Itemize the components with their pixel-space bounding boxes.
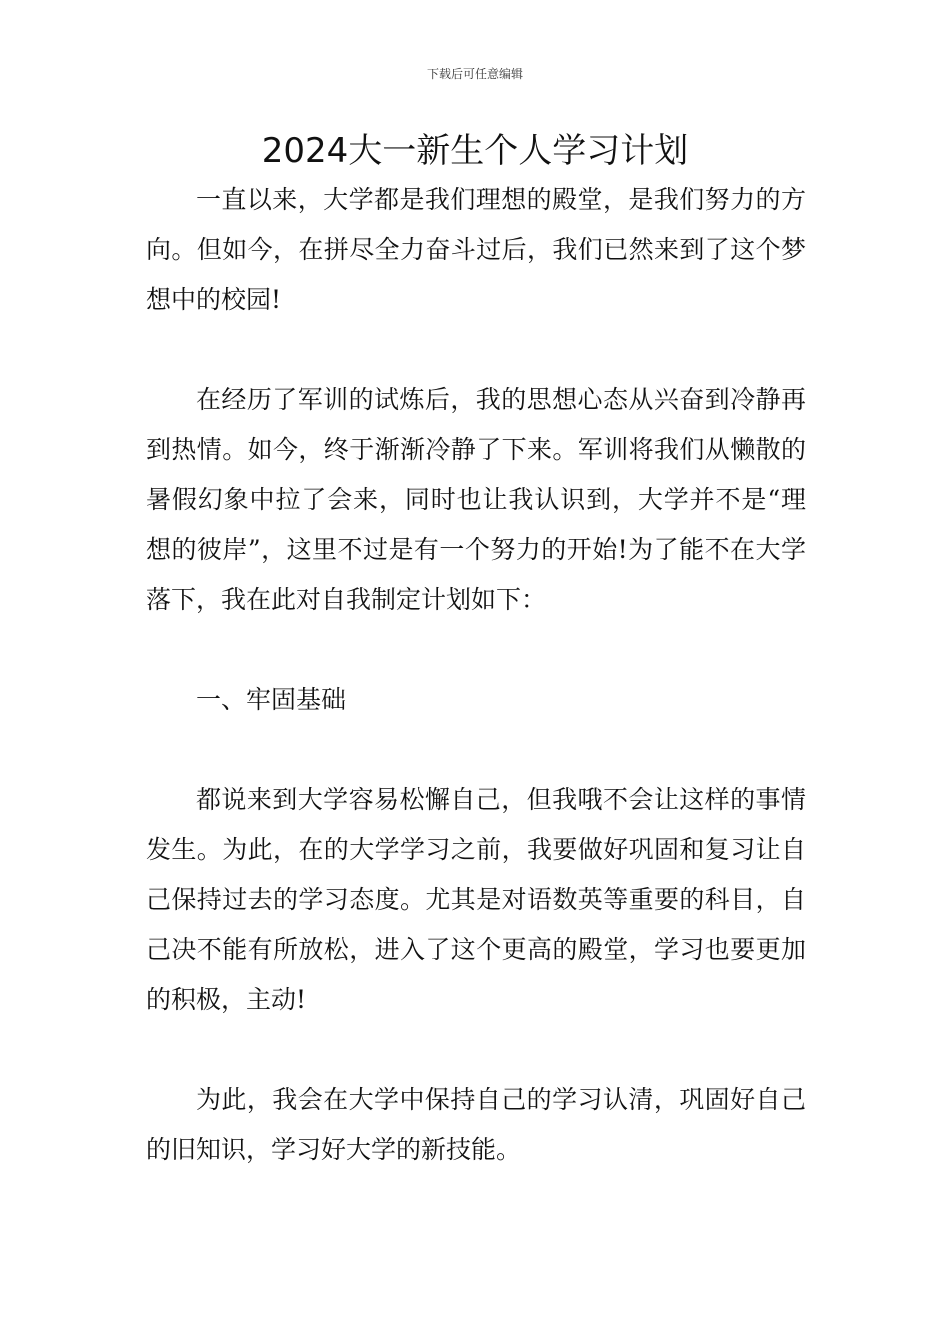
section-heading-foundation: 一、牢固基础: [196, 685, 347, 714]
header-note: 下载后可任意编辑: [426, 67, 523, 81]
paragraph-military-training: 在经历了军训的试炼后，我的思想心态从兴奋到冷静再到热情。如今，终于渐渐冷静了下来。军训将我们从懒散的暑假幻象中拉了会来，同时也让我认识到，大学并不是“理想的彼岸”，这里不过是有一个努力的开始!为了能不在大学落下，我在此对自我制定计划如下：: [146, 385, 806, 614]
paragraph-summary: 为此，我会在大学中保持自己的学习认清，巩固好自己的旧知识，学习好大学的新技能。: [146, 1085, 806, 1164]
paragraph-foundation-detail: 都说来到大学容易松懈自己，但我哦不会让这样的事情发生。为此，在的大学学习之前，我要做好巩固和复习让自己保持过去的学习态度。尤其是对语数英等重要的科目，自己决不能有所放松，进入了这个更高的殿堂，学习也要更加的积极，主动!: [146, 785, 806, 1014]
document-title: 2024大一新生个人学习计划: [261, 131, 689, 171]
paragraph-gap: [146, 725, 806, 775]
paragraph-gap: [146, 1025, 806, 1075]
paragraph-intro: 一直以来，大学都是我们理想的殿堂，是我们努力的方向。但如今，在拼尽全力奋斗过后，我们已然来到了这个梦想中的校园!: [146, 185, 806, 314]
paragraph-gap: [146, 325, 806, 375]
document-body: [146, 175, 806, 1175]
paragraph-gap: [146, 625, 806, 675]
